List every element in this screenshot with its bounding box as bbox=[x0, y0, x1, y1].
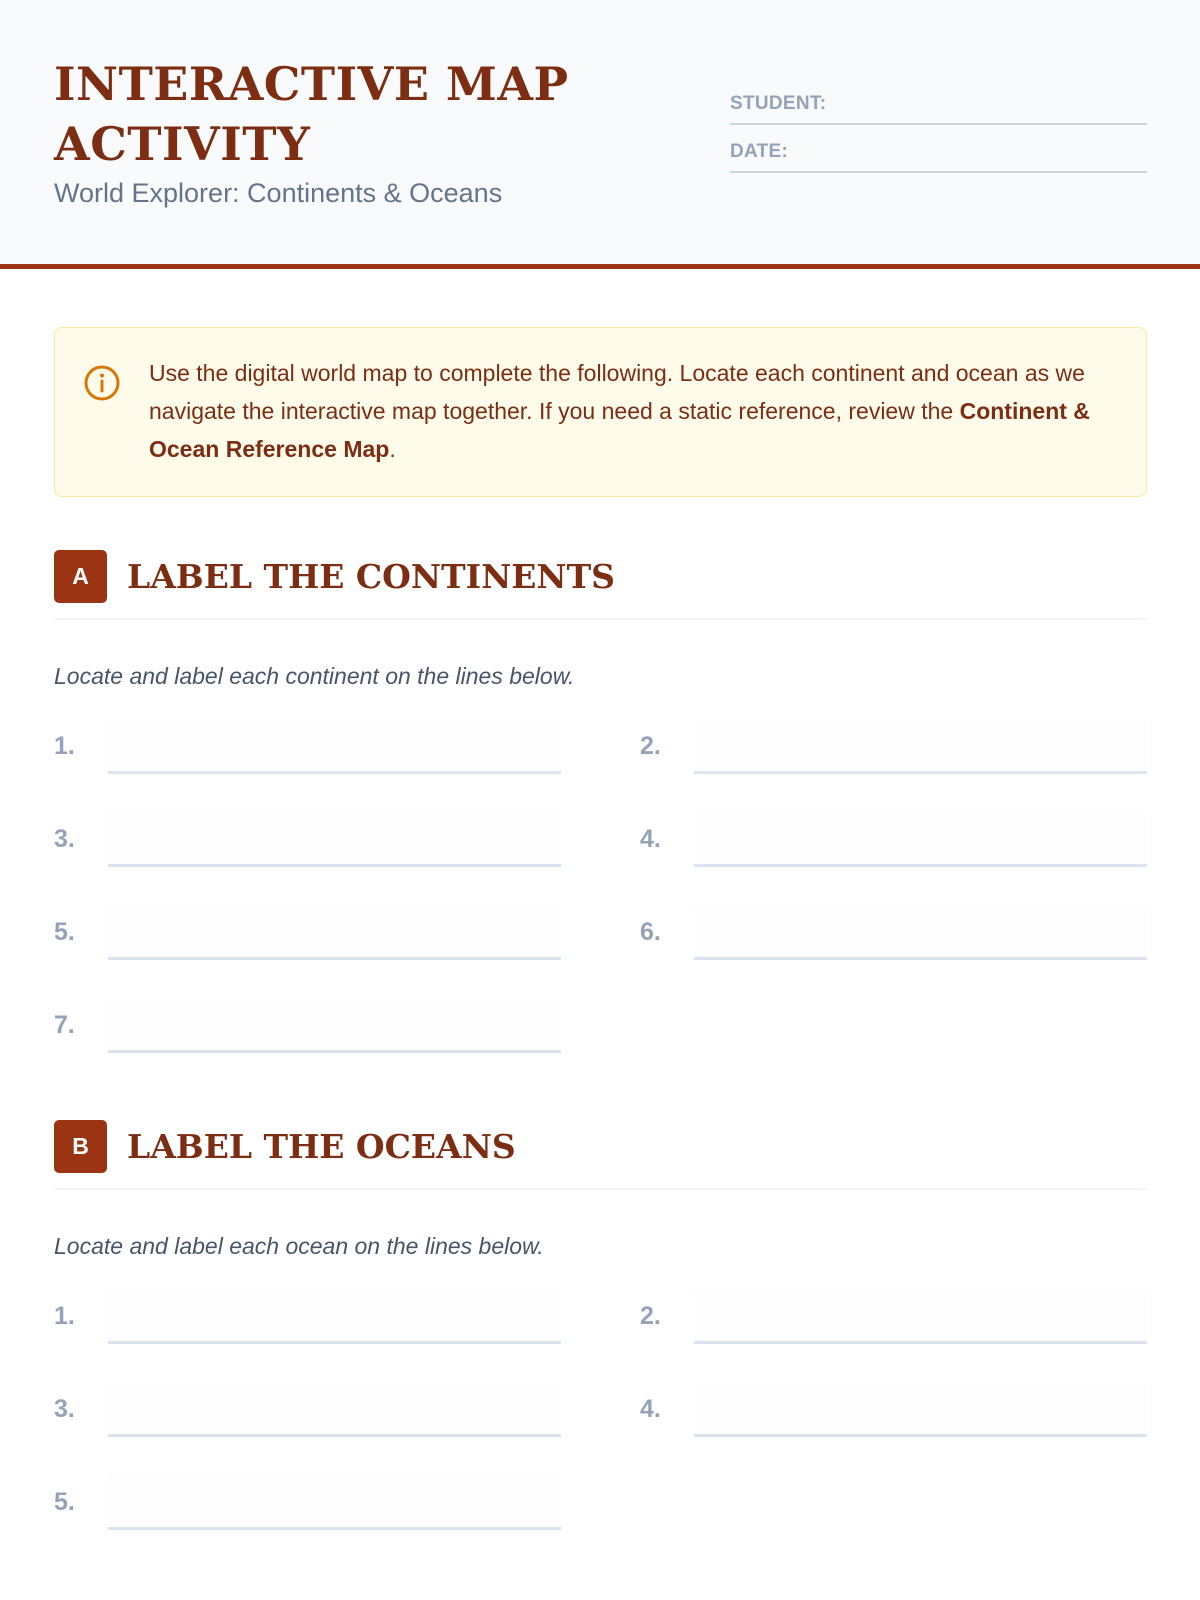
instructions-notice bbox=[54, 327, 1147, 497]
answer-number: 2. bbox=[640, 1302, 661, 1330]
answer-number: 4. bbox=[640, 1395, 661, 1423]
student-label: STUDENT: bbox=[730, 93, 827, 114]
worksheet-header bbox=[0, 0, 1200, 269]
continent-input-3[interactable] bbox=[108, 813, 561, 867]
answer-number: 5. bbox=[54, 918, 75, 946]
continent-input-7[interactable] bbox=[108, 999, 561, 1053]
answer-number: 6. bbox=[640, 918, 661, 946]
ocean-input-5[interactable] bbox=[108, 1476, 561, 1530]
answer-number: 1. bbox=[54, 732, 75, 760]
continent-input-5[interactable] bbox=[108, 906, 561, 960]
section-a-title: LABEL THE CONTINENTS bbox=[127, 557, 615, 596]
section-b-title: LABEL THE OCEANS bbox=[127, 1127, 516, 1166]
answer-number: 5. bbox=[54, 1488, 75, 1516]
ocean-input-2[interactable] bbox=[694, 1290, 1147, 1344]
info-circle-icon bbox=[83, 364, 121, 402]
section-b-header bbox=[54, 1120, 1147, 1190]
ocean-input-4[interactable] bbox=[694, 1383, 1147, 1437]
answer-number: 3. bbox=[54, 825, 75, 853]
page-title: INTERACTIVE MAP ACTIVITY bbox=[54, 57, 569, 171]
date-field[interactable] bbox=[730, 141, 1147, 173]
answer-number: 7. bbox=[54, 1011, 75, 1039]
section-a-header bbox=[54, 550, 1147, 620]
student-field[interactable] bbox=[730, 93, 1147, 125]
answer-number: 3. bbox=[54, 1395, 75, 1423]
section-a-badge: A bbox=[54, 550, 107, 603]
section-a-instruction: Locate and label each continent on the lines below. bbox=[54, 663, 575, 689]
continent-input-4[interactable] bbox=[694, 813, 1147, 867]
section-b-badge: B bbox=[54, 1120, 107, 1173]
notice-text bbox=[149, 354, 1119, 468]
answer-number: 1. bbox=[54, 1302, 75, 1330]
continent-input-1[interactable] bbox=[108, 720, 561, 774]
ocean-input-3[interactable] bbox=[108, 1383, 561, 1437]
notice-text-body: Use the digital world map to complete the following. Locate each continent and ocean as we navigate the interactive map together. If you need a static reference, review the bbox=[149, 360, 1085, 424]
answer-number: 4. bbox=[640, 825, 661, 853]
ocean-input-1[interactable] bbox=[108, 1290, 561, 1344]
page-subtitle: World Explorer: Continents & Oceans bbox=[54, 178, 503, 208]
continent-input-6[interactable] bbox=[694, 906, 1147, 960]
continent-input-2[interactable] bbox=[694, 720, 1147, 774]
answer-number: 2. bbox=[640, 732, 661, 760]
notice-text-end: . bbox=[389, 436, 396, 462]
section-b-instruction: Locate and label each ocean on the lines below. bbox=[54, 1233, 544, 1259]
date-label: DATE: bbox=[730, 141, 789, 162]
reference-map-link[interactable]: Continent & Ocean Reference Map bbox=[149, 398, 1090, 462]
